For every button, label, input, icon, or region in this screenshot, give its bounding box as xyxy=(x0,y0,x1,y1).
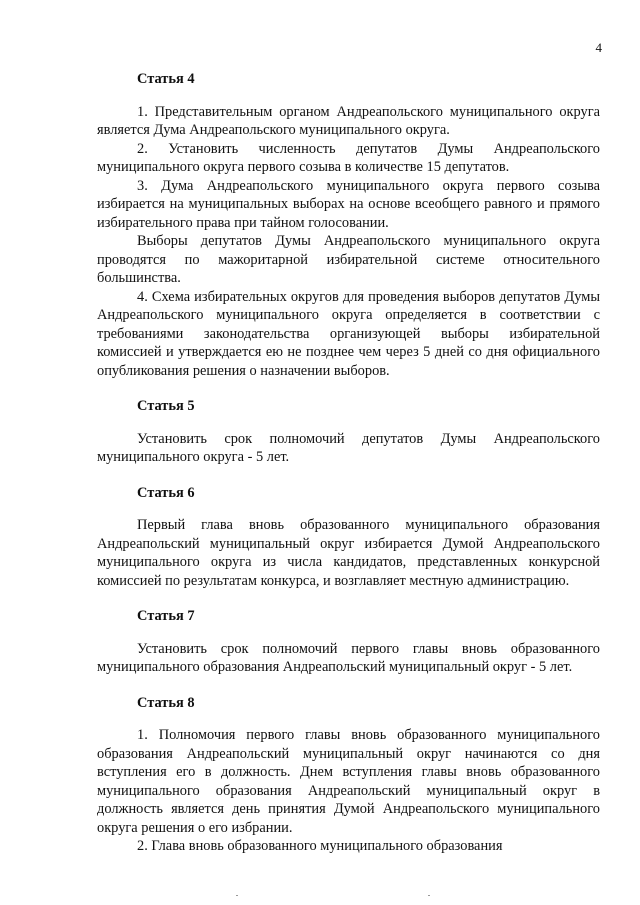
scan-speck xyxy=(236,895,238,896)
article-7 xyxy=(97,607,600,677)
scan-speck xyxy=(428,895,430,896)
article-heading: Статья 8 xyxy=(137,694,195,711)
article-heading: Статья 6 xyxy=(137,484,195,501)
article-6 xyxy=(97,484,600,591)
paragraph: Первый глава вновь образованного муниципального образования Андреапольский муниципальный округ избирается Думой Андреапольского муниципального округа из числа кандидатов, представленных конкурсной комиссией по результатам конкурса, и возглавляет местную администрацию. xyxy=(97,517,600,589)
paragraph: Установить срок полномочий первого главы вновь образованного муниципального образования Андреапольский муниципальный округ - 5 лет. xyxy=(97,640,600,675)
paragraph: Установить срок полномочий депутатов Думы Андреапольского муниципального округа - 5 лет. xyxy=(97,430,600,465)
paragraph: 3. Дума Андреапольского муниципального округа первого созыва избирается на муниципальных выборах на основе всеобщего равного и прямого избирательного права при тайном голосовании. xyxy=(97,177,600,231)
paragraph: Выборы депутатов Думы Андреапольского муниципального округа проводятся по мажоритарной избирательной системе относительного большинства. xyxy=(97,233,600,286)
article-heading: Статья 4 xyxy=(137,71,195,87)
paragraph: 4. Схема избирательных округов для проведения выборов депутатов Думы Андреапольского муниципального округа определяется в соответствии с требованиями законодательства организующей выборы избирательной комиссией и утверждается ею не позднее чем через 5 дней со дня официального опубликования решения о назначении выборов. xyxy=(97,288,600,379)
article-4 xyxy=(97,70,600,380)
scan-specks xyxy=(0,895,640,899)
paragraph: 1. Представительным органом Андреапольского муниципального округа является Дума Андреапольского муниципального округа. xyxy=(97,103,600,138)
article-5 xyxy=(97,397,600,467)
document-body xyxy=(97,70,600,873)
paragraph: 2. Установить численность депутатов Думы Андреапольского муниципального округа первого созыва в количестве 15 депутатов. xyxy=(97,140,600,175)
page-number: 4 xyxy=(595,40,602,55)
paragraph: 1. Полномочия первого главы вновь образованного муниципального образования Андреапольский муниципальный округ начинаются со дня вступления его в должность. Днем вступления главы вновь образованного муниципального образования Андреапольский муниципальный округ в должность является день принятия Думой Андреапольского муниципального округа решения о его избрании. xyxy=(97,727,600,836)
paragraph: 2. Глава вновь образованного муниципального образования xyxy=(137,838,503,854)
article-heading: Статья 5 xyxy=(137,398,195,414)
article-8 xyxy=(97,694,600,856)
article-heading: Статья 7 xyxy=(137,608,195,624)
